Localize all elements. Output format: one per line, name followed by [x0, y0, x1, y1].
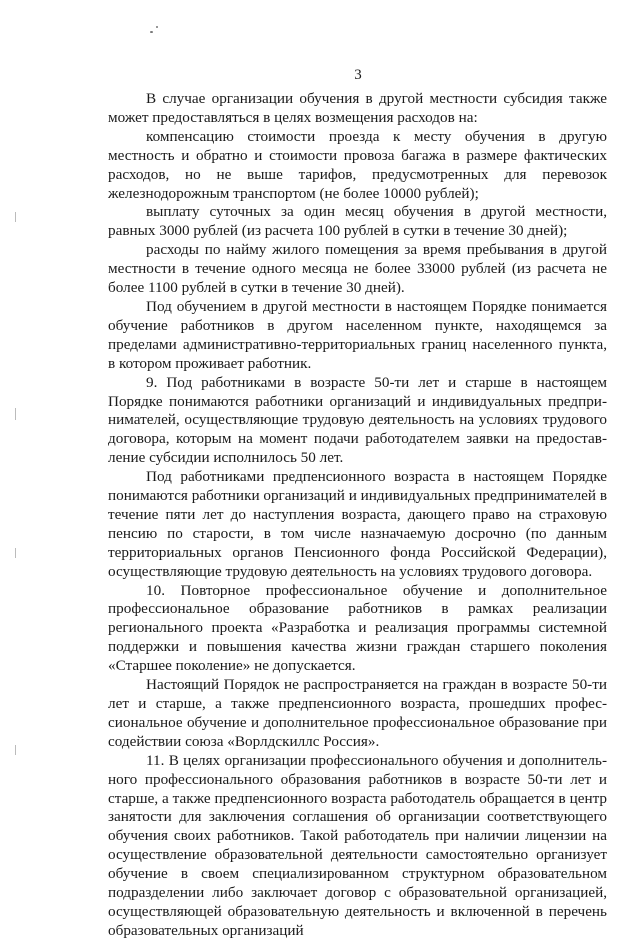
- paragraph: расходы по найму жилого помещения за время пребывания в другой местности в течение одного месяца не более 33000 рублей (из расчета не более 1100 рублей в сутки в течение 30 дней).: [108, 241, 607, 297]
- scan-speck: [150, 31, 153, 33]
- document-body: [108, 90, 607, 941]
- scan-edge-mark: [15, 745, 16, 755]
- scan-speck: [156, 26, 158, 28]
- paragraph: В случае организации обучения в другой местности субсидия также может предоставляться в целях возмещения расходов на:: [108, 90, 607, 126]
- scan-edge-mark: [15, 408, 16, 420]
- paragraph: компенсацию стоимости проезда к месту обучения в другую местность и обратно и стоимости провоза багажа в размере фактических расходов, но не выше тарифов, предусмотренных для перевозок железнодорожным транспортом (не более 10000 рублей);: [108, 127, 607, 202]
- paragraph: 10. Повторное профессиональное обучение и дополнительное профессиональное образование работников в рамках реализации регионального проекта «Разработка и реализация программы системной поддержки и повышения качества жизни граждан старшего поколения «Старшее поколение» не допускается.: [108, 581, 607, 675]
- scan-edge-mark: [15, 548, 16, 558]
- paragraph: 9. Под работниками в возрасте 50-ти лет и старше в настоящем Порядке понимаются работники организаций и индивидуальных предпринимателей, осуществляющие трудовую деятельность на условиях трудового договора, которым на момент подачи работодателем заявки на предоставление субсидии исполнилось 50 лет.: [108, 373, 607, 467]
- paragraph: выплату суточных за один месяц обучения в другой местности, равных 3000 рублей (из расчета 100 рублей в сутки в течение 30 дней);: [108, 203, 607, 240]
- paragraph: Настоящий Порядок не распространяется на граждан в возрасте 50-ти лет и старше, а также предпенсионного возраста, прошедших профессиональное обучение и дополнительное профессиональное образование при содействии союза «Ворлдскиллс Россия».: [108, 676, 607, 750]
- page-number: 3: [354, 67, 362, 83]
- scan-edge-mark: [15, 212, 16, 222]
- paragraph: 11. В целях организации профессионального обучения и дополнительного профессионального образования работников в возрасте 50-ти лет и старше, а также предпенсионного возраста работодатель обращается в центр занятости для заключения соглашения об организации соответствующего обучения своих работников. Такой работодатель при наличии лицензии на осуществление образовательной деятельности самостоятельно организует обучение в своем специализированном структурном образовательном подразделении либо заключает договор с образовательной организацией, осуществляющей образовательную деятельность и включенной в перечень образовательных организаций: [108, 751, 607, 939]
- paragraph: Под работниками предпенсионного возраста в настоящем Порядке понимаются работники организаций и индивидуальных предпринимателей в течение пяти лет до наступления возраста, дающего право на страховую пенсию по старости, в том числе назначаемую досрочно (по данным территориальных органов Пенсионного фонда Российской Федерации), осуществляющие трудовую деятельность на условиях трудового договора.: [108, 468, 607, 580]
- paragraph: Под обучением в другой местности в настоящем Порядке понимается обучение работников в другом населенном пункте, находящемся за пределами административно-территориальных границ населенного пункта, в котором проживает работник.: [108, 297, 607, 372]
